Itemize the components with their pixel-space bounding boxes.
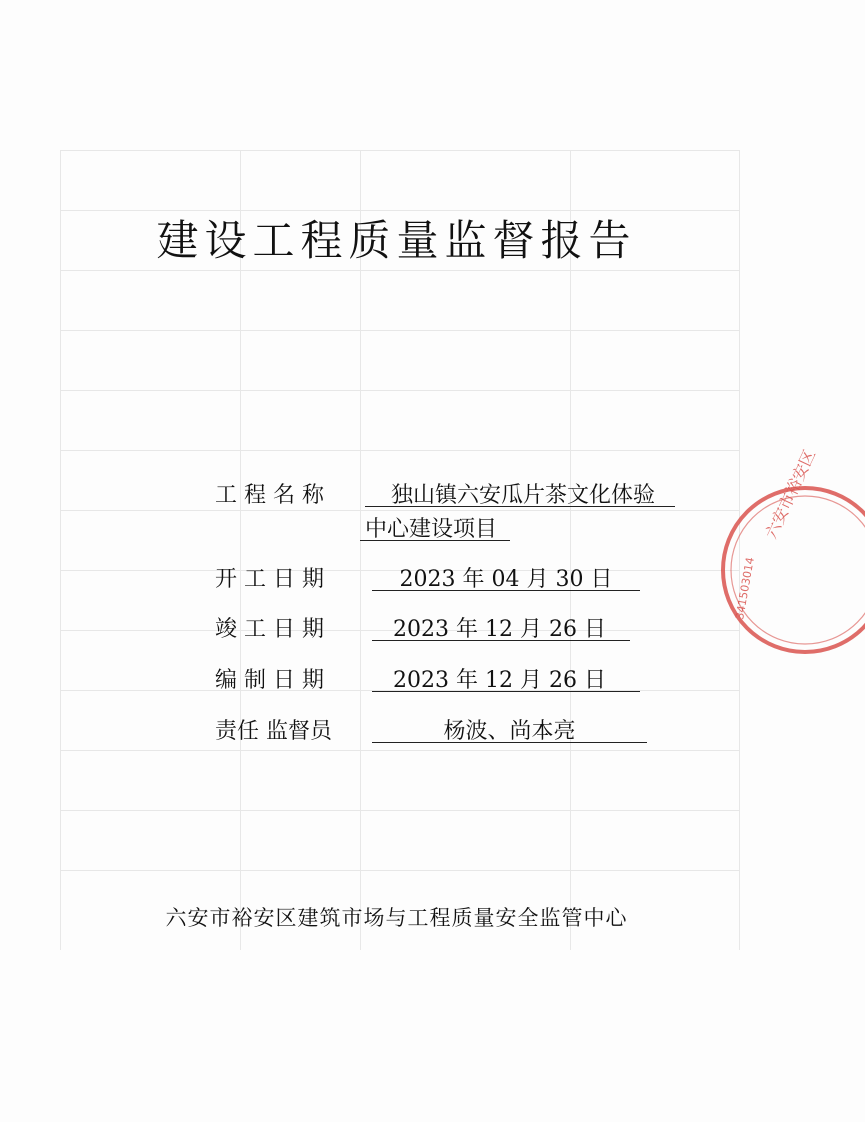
completion-date-underline — [372, 640, 630, 641]
project-name-underline-1 — [365, 506, 675, 507]
project-name-label: 工 程 名 称 — [215, 483, 324, 508]
compile-date-value: 2023 年 12 月 26 日 — [393, 668, 606, 693]
completion-date-value: 2023 年 12 月 26 日 — [393, 617, 606, 642]
completion-date-label: 竣 工 日 期 — [215, 617, 324, 642]
project-name-value-line1: 独山镇六安瓜片茶文化体验 — [390, 483, 655, 508]
official-seal-stamp — [715, 446, 865, 660]
compile-date-label: 编 制 日 期 — [215, 668, 324, 693]
supervisor-label: 责任 监督员 — [215, 719, 332, 744]
seal-code: 341503014 — [733, 556, 757, 621]
document-title: 建设工程质量监督报告 — [156, 216, 637, 265]
seal-text: 六安市裕安区 — [761, 446, 820, 542]
project-name-value-line2: 中心建设项目 — [365, 517, 498, 542]
supervisor-value: 杨波、尚本亮 — [443, 719, 576, 744]
issuer-name: 六安市裕安区建筑市场与工程质量安全监管中心 — [165, 906, 628, 930]
project-name-underline-2 — [360, 540, 510, 541]
start-date-value: 2023 年 04 月 30 日 — [399, 567, 613, 592]
supervisor-underline — [372, 742, 647, 743]
bleed-through-table — [60, 150, 740, 950]
start-date-underline — [372, 590, 640, 591]
start-date-label: 开 工 日 期 — [215, 567, 324, 592]
compile-date-underline — [372, 691, 640, 692]
